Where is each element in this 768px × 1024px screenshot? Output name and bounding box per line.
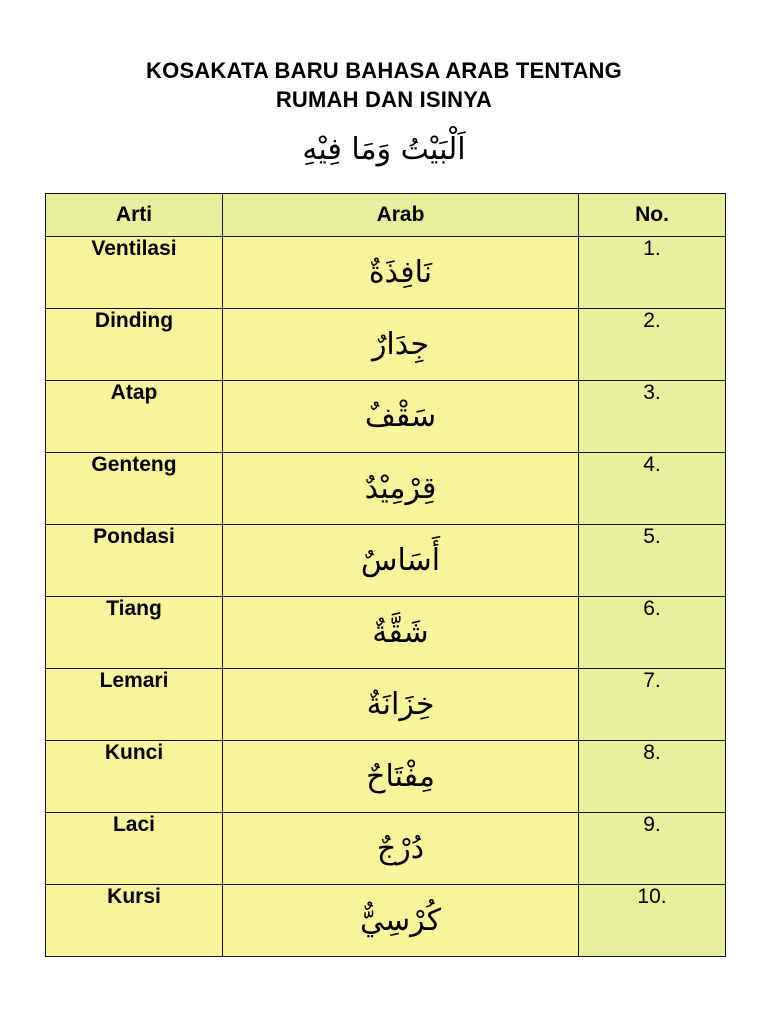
cell-arab: شَقَّةٌ bbox=[223, 597, 579, 669]
header-arab: Arab bbox=[223, 194, 579, 237]
table-header-row bbox=[46, 194, 726, 237]
cell-arab: خِزَانَةٌ bbox=[223, 669, 579, 741]
cell-arti: Kunci bbox=[46, 741, 223, 813]
table-row bbox=[46, 885, 726, 957]
cell-arti: Genteng bbox=[46, 453, 223, 525]
table-row bbox=[46, 453, 726, 525]
cell-arti: Ventilasi bbox=[46, 237, 223, 309]
vocabulary-table bbox=[45, 193, 726, 957]
table-row bbox=[46, 597, 726, 669]
cell-no: 2. bbox=[579, 309, 726, 381]
cell-arti: Kursi bbox=[46, 885, 223, 957]
cell-arti: Lemari bbox=[46, 669, 223, 741]
cell-no: 4. bbox=[579, 453, 726, 525]
cell-no: 8. bbox=[579, 741, 726, 813]
header-no: No. bbox=[579, 194, 726, 237]
title-line-2: RUMAH DAN ISINYA bbox=[275, 87, 493, 112]
cell-arti: Laci bbox=[46, 813, 223, 885]
cell-arab: نَافِذَةٌ bbox=[223, 237, 579, 309]
cell-no: 10. bbox=[579, 885, 726, 957]
cell-arab: سَقْفٌ bbox=[223, 381, 579, 453]
cell-arti: Tiang bbox=[46, 597, 223, 669]
cell-no: 6. bbox=[579, 597, 726, 669]
table-row bbox=[46, 669, 726, 741]
table-row bbox=[46, 309, 726, 381]
arabic-subtitle: اَلْبَيْتُ وَمَا فِيْهِ bbox=[302, 132, 466, 167]
cell-arab: أَسَاسٌ bbox=[223, 525, 579, 597]
header-arti: Arti bbox=[46, 194, 223, 237]
cell-arti: Atap bbox=[46, 381, 223, 453]
cell-no: 5. bbox=[579, 525, 726, 597]
cell-arab: جِدَارٌ bbox=[223, 309, 579, 381]
table-row bbox=[46, 813, 726, 885]
cell-arti: Pondasi bbox=[46, 525, 223, 597]
table-row bbox=[46, 741, 726, 813]
cell-no: 1. bbox=[579, 237, 726, 309]
cell-arab: قِرْمِيْدٌ bbox=[223, 453, 579, 525]
table-row bbox=[46, 237, 726, 309]
cell-no: 9. bbox=[579, 813, 726, 885]
table-row bbox=[46, 381, 726, 453]
page-title bbox=[0, 56, 768, 114]
table-row bbox=[46, 525, 726, 597]
cell-arti: Dinding bbox=[46, 309, 223, 381]
cell-no: 7. bbox=[579, 669, 726, 741]
cell-arab: مِفْتَاحٌ bbox=[223, 741, 579, 813]
title-line-1: KOSAKATA BARU BAHASA ARAB TENTANG bbox=[146, 58, 622, 83]
cell-no: 3. bbox=[579, 381, 726, 453]
cell-arab: كُرْسِيٌّ bbox=[223, 885, 579, 957]
cell-arab: دُرْجٌ bbox=[223, 813, 579, 885]
